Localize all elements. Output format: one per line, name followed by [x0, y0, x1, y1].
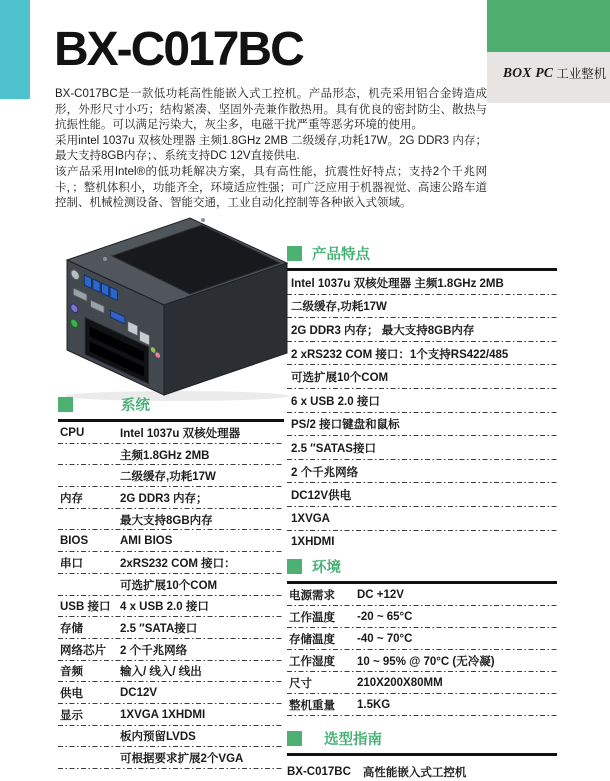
spec-value: DC12V — [120, 687, 158, 700]
spec-value: 10 ~ 95% @ 70°C (无冷凝) — [357, 656, 495, 669]
feature-item: 2G DDR3 内存； 最大支持8GB内存 — [287, 318, 557, 342]
intro-paragraph-1: BX-C017BC是一款低功耗高性能嵌入式工控机。产品形态，机壳采用铝合金铸造成形，外形尺寸小巧；结构紧凑、坚固外壳兼作散热用。具有优良的密封防尘、散热与抗振性能。可以满足污染大，灰尘多，电磁干扰严重等恶劣环境的使用。 — [55, 88, 487, 132]
system-row — [58, 487, 284, 509]
selection-guide-title: 选型指南 — [324, 732, 382, 749]
spec-value: 二级缓存,功耗17W — [120, 471, 216, 484]
system-row — [58, 639, 284, 661]
feature-item: Intel 1037u 双核处理器 主频1.8GHz 2MB — [287, 271, 557, 295]
spec-label: 音频 — [60, 666, 83, 679]
system-row — [58, 444, 284, 466]
features-header — [287, 245, 557, 262]
spec-value: 输入/ 线入/ 线出 — [120, 666, 202, 679]
features-list — [287, 271, 557, 554]
teal-corner-bar — [0, 0, 30, 99]
section-marker-icon — [287, 246, 302, 261]
spec-value: 可选扩展10个COM — [120, 579, 218, 592]
system-row — [58, 661, 284, 683]
features-title: 产品特点 — [312, 247, 370, 263]
spec-value: 板内预留LVDS — [120, 731, 196, 744]
intro-text — [55, 87, 487, 212]
spec-label: 存储温度 — [289, 634, 335, 647]
page-title: BX-C017BC — [54, 23, 303, 76]
brand-name: BOX PC — [503, 64, 554, 80]
spec-label: 显示 — [60, 709, 83, 722]
brand-strip — [487, 52, 610, 103]
system-header — [58, 396, 284, 413]
spec-value: 4 x USB 2.0 接口 — [120, 601, 209, 614]
feature-item: PS/2 接口键盘和鼠标 — [287, 413, 557, 437]
section-marker-icon — [287, 731, 302, 746]
box-pc-illustration — [42, 208, 292, 403]
spec-value: AMI BIOS — [120, 535, 173, 548]
spec-label: 内存 — [60, 492, 83, 505]
system-row — [58, 596, 284, 618]
environment-table — [287, 584, 557, 716]
environment-title: 环境 — [312, 560, 341, 577]
spec-value: 1.5KG — [357, 699, 391, 712]
spec-value: 210X200X80MM — [357, 677, 443, 690]
feature-item: 2 个千兆网络 — [287, 460, 557, 484]
spec-label: 整机重量 — [289, 700, 335, 713]
spec-value: 2G DDR3 内存； — [120, 492, 208, 505]
spec-value: DC +12V — [357, 589, 404, 602]
environment-header — [287, 558, 557, 575]
environment-row — [287, 628, 557, 650]
spec-label: CPU — [60, 426, 85, 439]
feature-item: 可选扩展10个COM — [287, 365, 557, 389]
system-row — [58, 682, 284, 704]
environment-row — [287, 672, 557, 694]
intro-paragraph-2: 采用intel 1037u 双核处理器 主频1.8GHz 2MB 二级缓存,功耗17W。2G DDR3 内存；最大支持8GB内存；、系统支持DC 12V直接供电. — [55, 134, 487, 163]
system-title: 系统 — [121, 398, 150, 414]
spec-value: 2.5 ″SATA接口 — [120, 623, 198, 636]
spec-label: 网络芯片 — [60, 644, 106, 657]
spec-label: 串口 — [60, 557, 83, 570]
spec-value: 2 个千兆网络 — [120, 644, 188, 657]
spec-label: 供电 — [60, 688, 83, 701]
spec-value: Intel 1037u 双核处理器 — [120, 427, 241, 440]
system-row — [58, 726, 284, 748]
system-table — [58, 422, 284, 769]
spec-value: -40 ~ 70°C — [357, 633, 413, 646]
feature-item: 2.5 ″SATAS接口 — [287, 436, 557, 460]
spec-value: -20 ~ 65°C — [357, 611, 413, 624]
system-row — [58, 422, 284, 444]
feature-item: 6 x USB 2.0 接口 — [287, 389, 557, 413]
right-column — [287, 245, 557, 781]
model-description: 高性能嵌入式工控机 — [362, 767, 467, 780]
feature-item: 1XVGA — [287, 507, 557, 531]
feature-item: DC12V供电 — [287, 483, 557, 507]
feature-item: 2 xRS232 COM 接口：1个支持RS422/485 — [287, 342, 557, 366]
spec-label: USB 接口 — [60, 601, 111, 614]
selection-guide-header — [287, 730, 557, 747]
system-row — [58, 509, 284, 531]
spec-label: 尺寸 — [289, 678, 312, 691]
system-row — [58, 530, 284, 552]
spec-value: 可根据要求扩展2个VGA — [120, 753, 244, 766]
spec-value: 2xRS232 COM 接口： — [120, 557, 236, 570]
spec-label: 存储 — [60, 623, 83, 636]
environment-row — [287, 650, 557, 672]
section-marker-icon — [58, 397, 73, 412]
selection-guide-row — [287, 761, 557, 781]
system-row — [58, 617, 284, 639]
spec-label: 电源需求 — [289, 590, 335, 603]
environment-row — [287, 606, 557, 628]
spec-label: BIOS — [60, 535, 89, 548]
screw-icon — [201, 218, 205, 222]
spec-label: 工作湿度 — [289, 656, 335, 669]
system-row — [58, 552, 284, 574]
system-row — [58, 704, 284, 726]
feature-item: 二级缓存,功耗17W — [287, 295, 557, 319]
spec-value: 1XVGA 1XHDMI — [120, 708, 206, 721]
system-row — [58, 574, 284, 596]
spec-value: 主频1.8GHz 2MB — [120, 449, 210, 462]
system-row — [58, 465, 284, 487]
environment-row — [287, 694, 557, 716]
environment-row — [287, 584, 557, 606]
spec-label: 工作温度 — [289, 612, 335, 625]
section-marker-icon — [287, 559, 302, 574]
header-green-block — [487, 0, 610, 52]
header-rule — [287, 753, 557, 756]
product-photo — [42, 208, 292, 403]
brand-suffix: 工业整机 — [556, 66, 607, 81]
intro-paragraph-3: 该产品采用Intel®的低功耗解决方案，具有高性能，抗震性好特点；支持2个千兆网卡，；整机体积小，功能齐全，环境适应性强；可广泛应用于机器视觉、高速公路车道控制、机械检测设备、智能交通，工业自动化控制等各种嵌入式领域。 — [55, 165, 487, 210]
feature-item: 1XHDMI — [291, 536, 335, 549]
spec-value: 最大支持8GB内存 — [120, 514, 213, 527]
system-row — [58, 747, 284, 769]
model-number: BX-C017BC — [287, 766, 351, 779]
system-section — [58, 396, 284, 769]
screw-icon — [103, 257, 107, 261]
